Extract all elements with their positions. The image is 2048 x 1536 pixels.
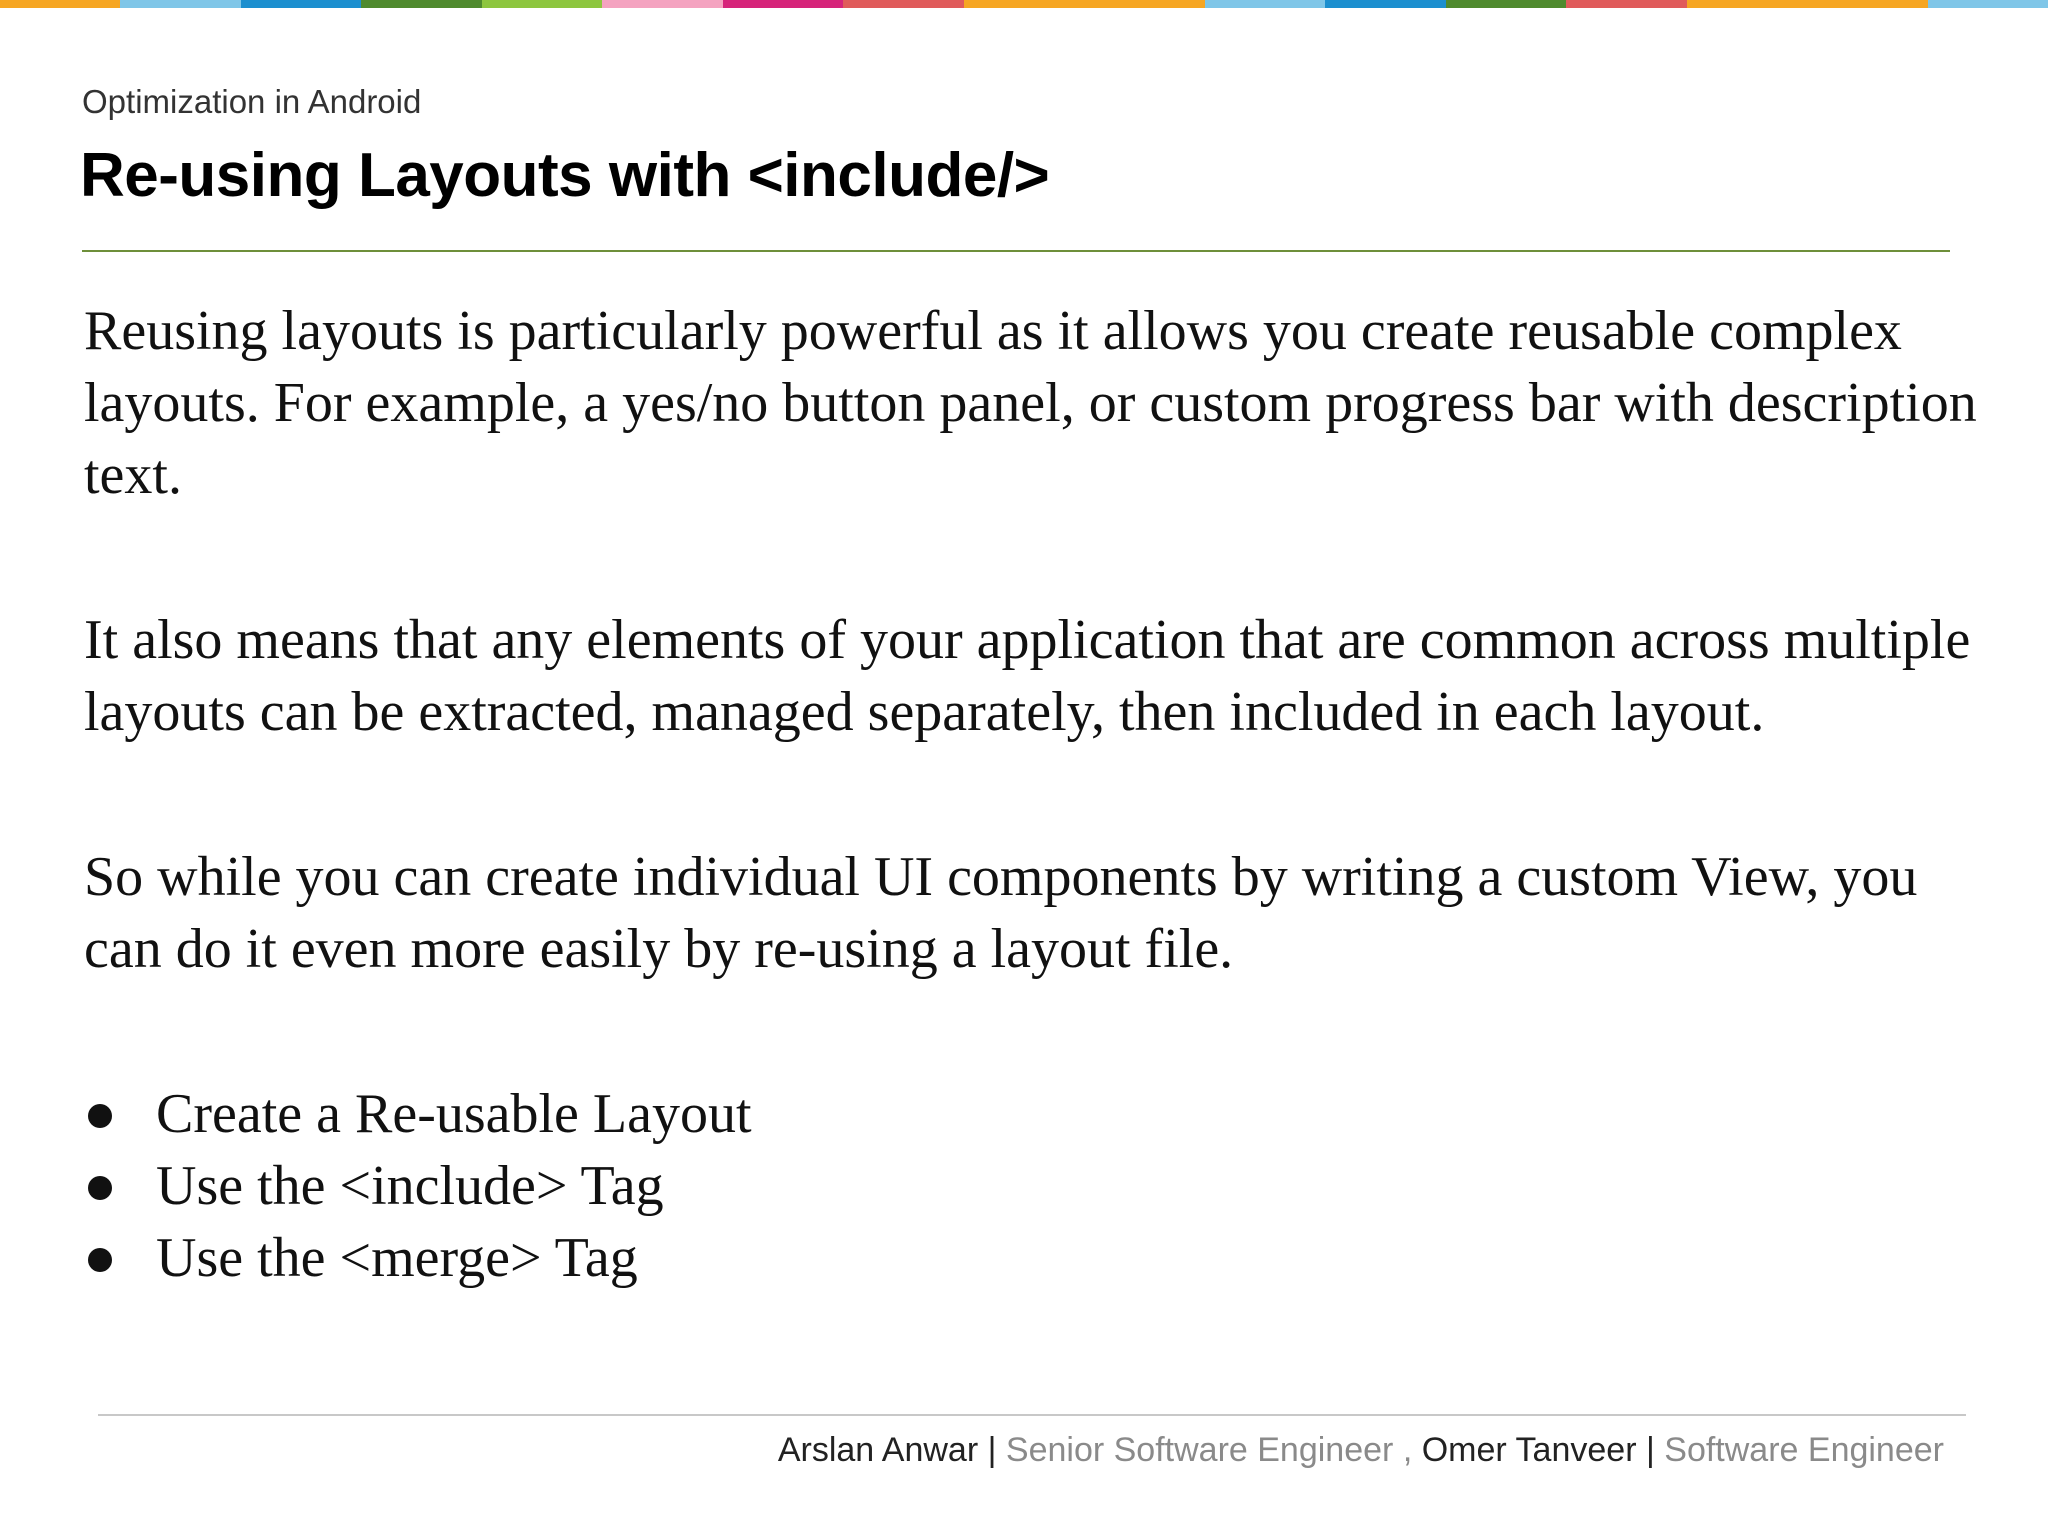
bullet-list [84,1078,1984,1294]
list-item [84,1222,1984,1294]
list-item [84,1150,1984,1222]
author-1-name: Arslan Anwar [777,1431,979,1469]
separator: | [987,1431,997,1469]
paragraph-custom-view: So while you can create individual UI components by writing a custom View, you can do it even more easily by re-using a layout file. [84,846,1918,980]
separator: | [1645,1431,1655,1469]
paragraph-common-elements: It also means that any elements of your application that are common across multiple layouts can be extracted, managed separately, then included in each layout. [84,609,1971,743]
bullet-text: Use the <include> Tag [156,1155,664,1217]
bullet-icon [88,1248,112,1272]
title-divider [82,250,1950,252]
author-2-name: Omer Tanveer [1421,1431,1637,1469]
slide-title: Re-using Layouts with <include/> [80,141,1050,210]
paragraph-reusing-layouts: Reusing layouts is particularly powerful as it allows you create reusable complex layouts. For example, a yes/no button panel, or custom progress bar with description text. [84,300,1977,506]
bullet-text: Use the <merge> Tag [156,1227,638,1289]
bullet-icon [88,1104,112,1128]
list-item [84,1078,1984,1150]
footer-divider [98,1414,1966,1416]
footer-credits [778,1428,1944,1472]
separator-comma: , [1402,1431,1413,1469]
slide-body [84,295,1984,1294]
slide-subtitle: Optimization in Android [82,83,422,120]
bullet-text: Create a Re-usable Layout [156,1083,752,1145]
bullet-icon [88,1176,112,1200]
author-2-role: Software Engineer [1664,1431,1944,1469]
author-1-role: Senior Software Engineer [1005,1431,1394,1469]
